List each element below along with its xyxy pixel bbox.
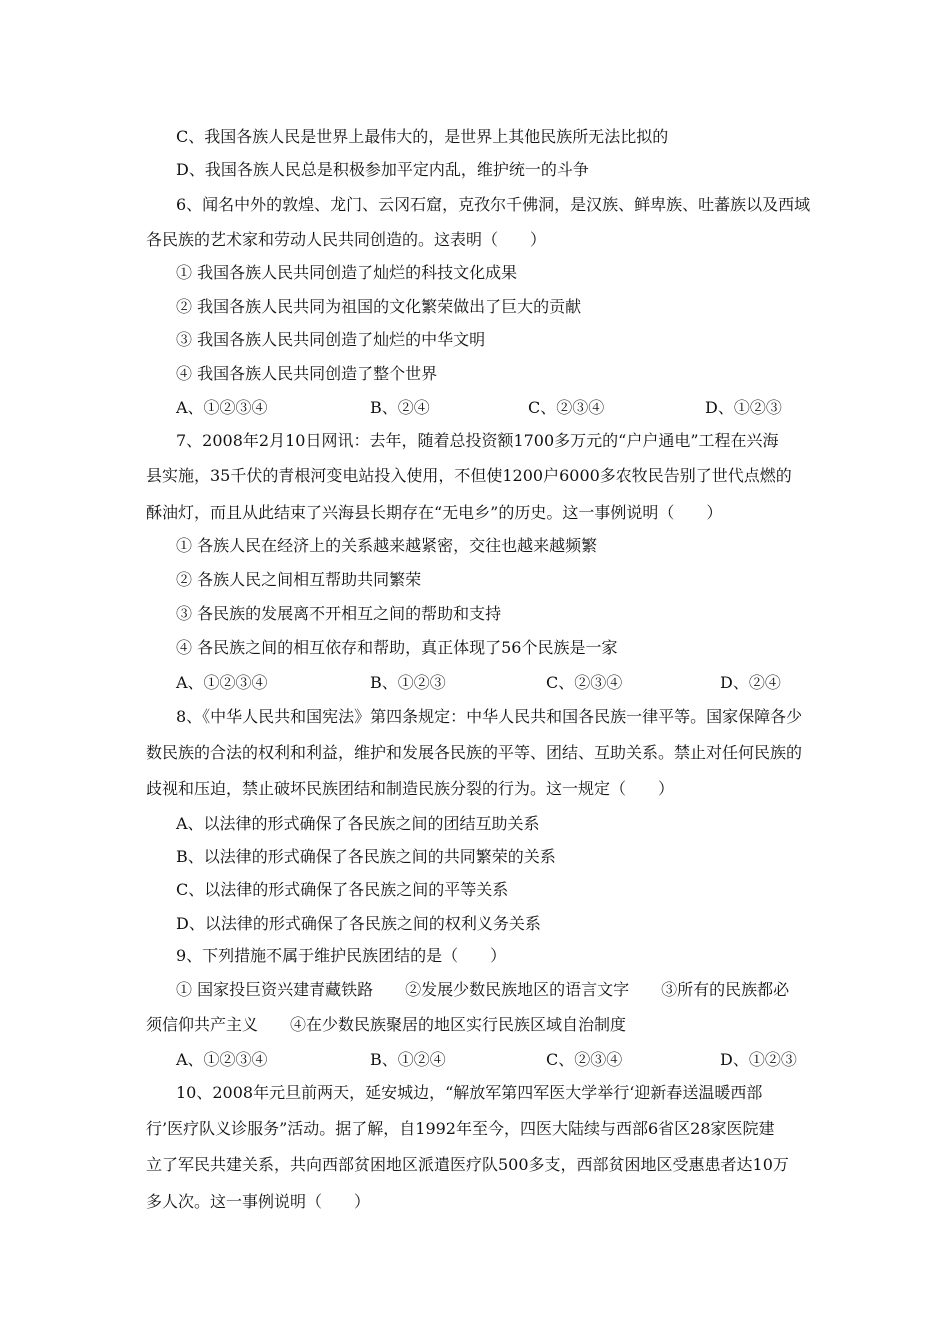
- option-c: C、②③④: [546, 673, 623, 692]
- option-b: B、①②④: [370, 1050, 446, 1069]
- text-line: ① 各族人民在经济上的关系越来越紧密，交往也越来越频繁: [176, 536, 598, 555]
- option-b: B、以法律的形式确保了各民族之间的共同繁荣的关系: [176, 847, 556, 866]
- text-line: ③ 我国各族人民共同创造了灿烂的中华文明: [176, 330, 486, 349]
- option-b: B、②④: [370, 398, 430, 417]
- text-line: 歧视和压迫，禁止破坏民族团结和制造民族分裂的行为。这一规定（ ）: [146, 779, 675, 798]
- option-a: A、①②③④: [176, 673, 268, 692]
- option-c: C、②③④: [546, 1050, 623, 1069]
- question-8-stem: 8、《中华人民共和国宪法》第四条规定：中华人民共和国各民族一律平等。国家保障各少: [176, 707, 803, 726]
- text-line: 多人次。这一事例说明（ ）: [146, 1192, 371, 1211]
- question-9-stem: 9、下列措施不属于维护民族团结的是（ ）: [176, 946, 507, 965]
- option-d: D、②④: [720, 673, 781, 692]
- text-line: 数民族的合法的权利和利益，维护和发展各民族的平等、团结、互助关系。禁止对任何民族的: [146, 743, 803, 762]
- text-line: ③ 各民族的发展离不开相互之间的帮助和支持: [176, 604, 502, 623]
- question-7-stem: 7、2008年2月10日网讯：去年，随着总投资额1700多万元的“户户通电”工程在兴海: [176, 431, 779, 450]
- text-line: C、我国各族人民是世界上最伟大的，是世界上其他民族所无法比拟的: [176, 127, 669, 146]
- text-line: ④ 我国各族人民共同创造了整个世界: [176, 364, 438, 383]
- text-line: ② 各族人民之间相互帮助共同繁荣: [176, 570, 422, 589]
- option-a: A、①②③④: [176, 1050, 268, 1069]
- question-6-stem: 6、闻名中外的敦煌、龙门、云冈石窟，克孜尔千佛洞，是汉族、鲜卑族、吐蕃族以及西域: [176, 195, 811, 214]
- option-c: C、以法律的形式确保了各民族之间的平等关系: [176, 880, 509, 899]
- text-line: 立了军民共建关系，共向西部贫困地区派遣医疗队500多支，西部贫困地区受惠患者达10万: [146, 1155, 789, 1174]
- option-c: C、②③④: [528, 398, 605, 417]
- option-a: A、以法律的形式确保了各民族之间的团结互助关系: [176, 814, 540, 833]
- option-a: A、①②③④: [176, 398, 268, 417]
- text-line: 县实施，35千伏的青根河变电站投入使用，不但使1200户6000多农牧民告别了世代点燃的: [146, 466, 792, 485]
- text-line: 须信仰共产主义 ④在少数民族聚居的地区实行民族区域自治制度: [146, 1015, 627, 1034]
- text-line: ① 国家投巨资兴建青藏铁路 ②发展少数民族地区的语言文字 ③所有的民族都必: [176, 980, 790, 999]
- question-10-stem: 10、2008年元旦前两天，延安城边，“解放军第四军医大学举行‘迎新春送温暖西部: [176, 1083, 763, 1102]
- option-d: D、以法律的形式确保了各民族之间的权利义务关系: [176, 914, 541, 933]
- text-line: ① 我国各族人民共同创造了灿烂的科技文化成果: [176, 263, 518, 282]
- text-line: 行’医疗队义诊服务”活动。据了解，自1992年至今，四医大陆续与西部6省区28家医院建: [146, 1119, 775, 1138]
- option-b: B、①②③: [370, 673, 446, 692]
- text-line: ④ 各民族之间的相互依存和帮助，真正体现了56个民族是一家: [176, 638, 618, 657]
- option-d: D、①②③: [720, 1050, 797, 1069]
- option-d: D、①②③: [705, 398, 782, 417]
- text-line: ② 我国各族人民共同为祖国的文化繁荣做出了巨大的贡献: [176, 297, 582, 316]
- text-line: 酥油灯，而且从此结束了兴海县长期存在“无电乡”的历史。这一事例说明（ ）: [146, 503, 723, 522]
- text-line: D、我国各族人民总是积极参加平定内乱，维护统一的斗争: [176, 160, 589, 179]
- text-line: 各民族的艺术家和劳动人民共同创造的。这表明（ ）: [146, 230, 547, 249]
